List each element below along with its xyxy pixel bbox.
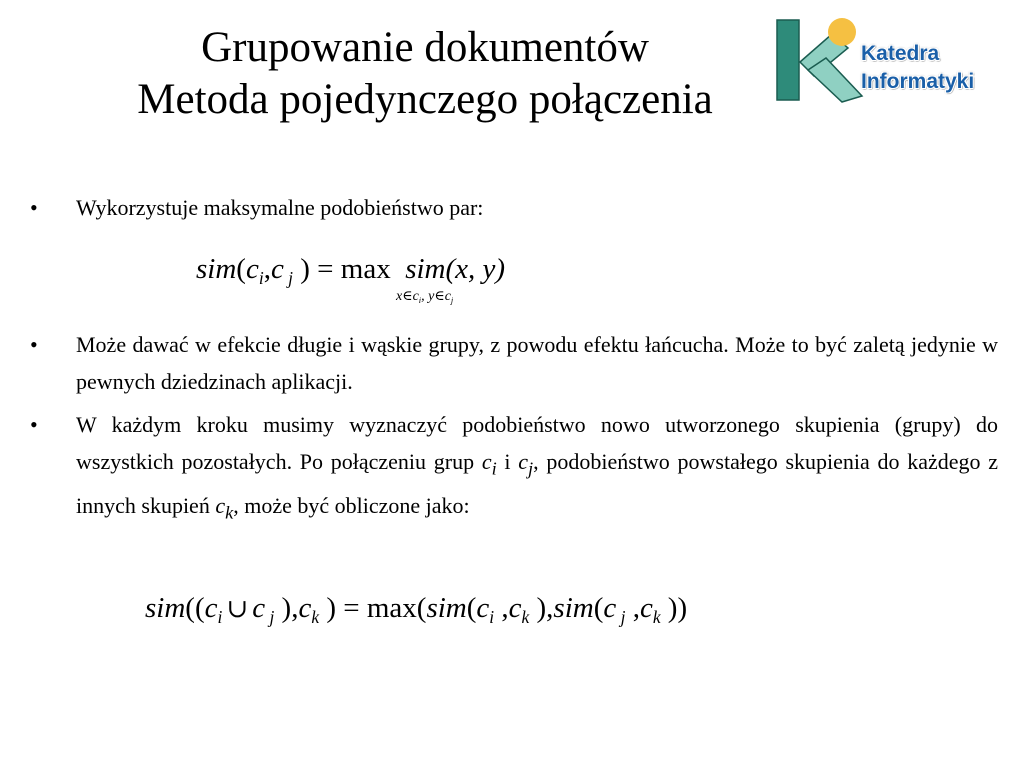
- slide-title: [0, 22, 850, 126]
- title-line-2: Metoda pojedynczego połączenia: [137, 76, 713, 123]
- logo-text: [861, 40, 974, 96]
- bullet-item: [30, 406, 998, 532]
- bullet-marker: •: [30, 195, 38, 220]
- equation-max-similarity: $sim(c_i,c$ $_j$ ) = max sim(x, y): [196, 253, 506, 289]
- eq2-operator: max: [366, 592, 417, 624]
- eq1-operator: max: [340, 253, 391, 285]
- eq1-fn: sim: [196, 253, 237, 285]
- bullet-marker: •: [30, 332, 38, 357]
- title-line-1: Grupowanie dokumentów: [201, 24, 649, 71]
- bullet-item: [30, 326, 998, 400]
- equation-merged-similarity: $sim((c_i$ ∪ c $_j$ )$,c_k$ ) = $\max(sim(c_i$ $,c_k$ ),sim(c $_j$ $,c_k$ )): [145, 592, 688, 628]
- logo-text-line-2: Informatyki: [861, 70, 975, 93]
- equation-max-subscript: $x\in c_i$, $y\in c_j$: [396, 289, 454, 305]
- bullet-text: Wykorzystuje maksymalne podobieństwo par:: [76, 195, 484, 220]
- bullet-text: Może dawać w efekcie długie i wąskie grupy, z powodu efektu łańcucha. Może to być zaletą jedynie w pewnych dziedzinach aplikacji.: [76, 332, 998, 394]
- bullet-marker: •: [30, 412, 38, 437]
- eq2-fn: sim: [145, 592, 186, 624]
- logo-text-line-1: Katedra: [861, 42, 940, 65]
- bullet-item: [30, 189, 998, 226]
- eq1-rhs: sim(x, y): [405, 253, 506, 285]
- bullet-text: W każdym kroku musimy wyznaczyć podobieństwo nowo utworzonego skupienia (grupy) do wszystkich pozostałych. Po połączeniu grup $c_i$ i $c_j$, podobieństwo powstałego skupienia do każdego z innych skupień $c_k$, może być obliczone jako:: [76, 412, 998, 523]
